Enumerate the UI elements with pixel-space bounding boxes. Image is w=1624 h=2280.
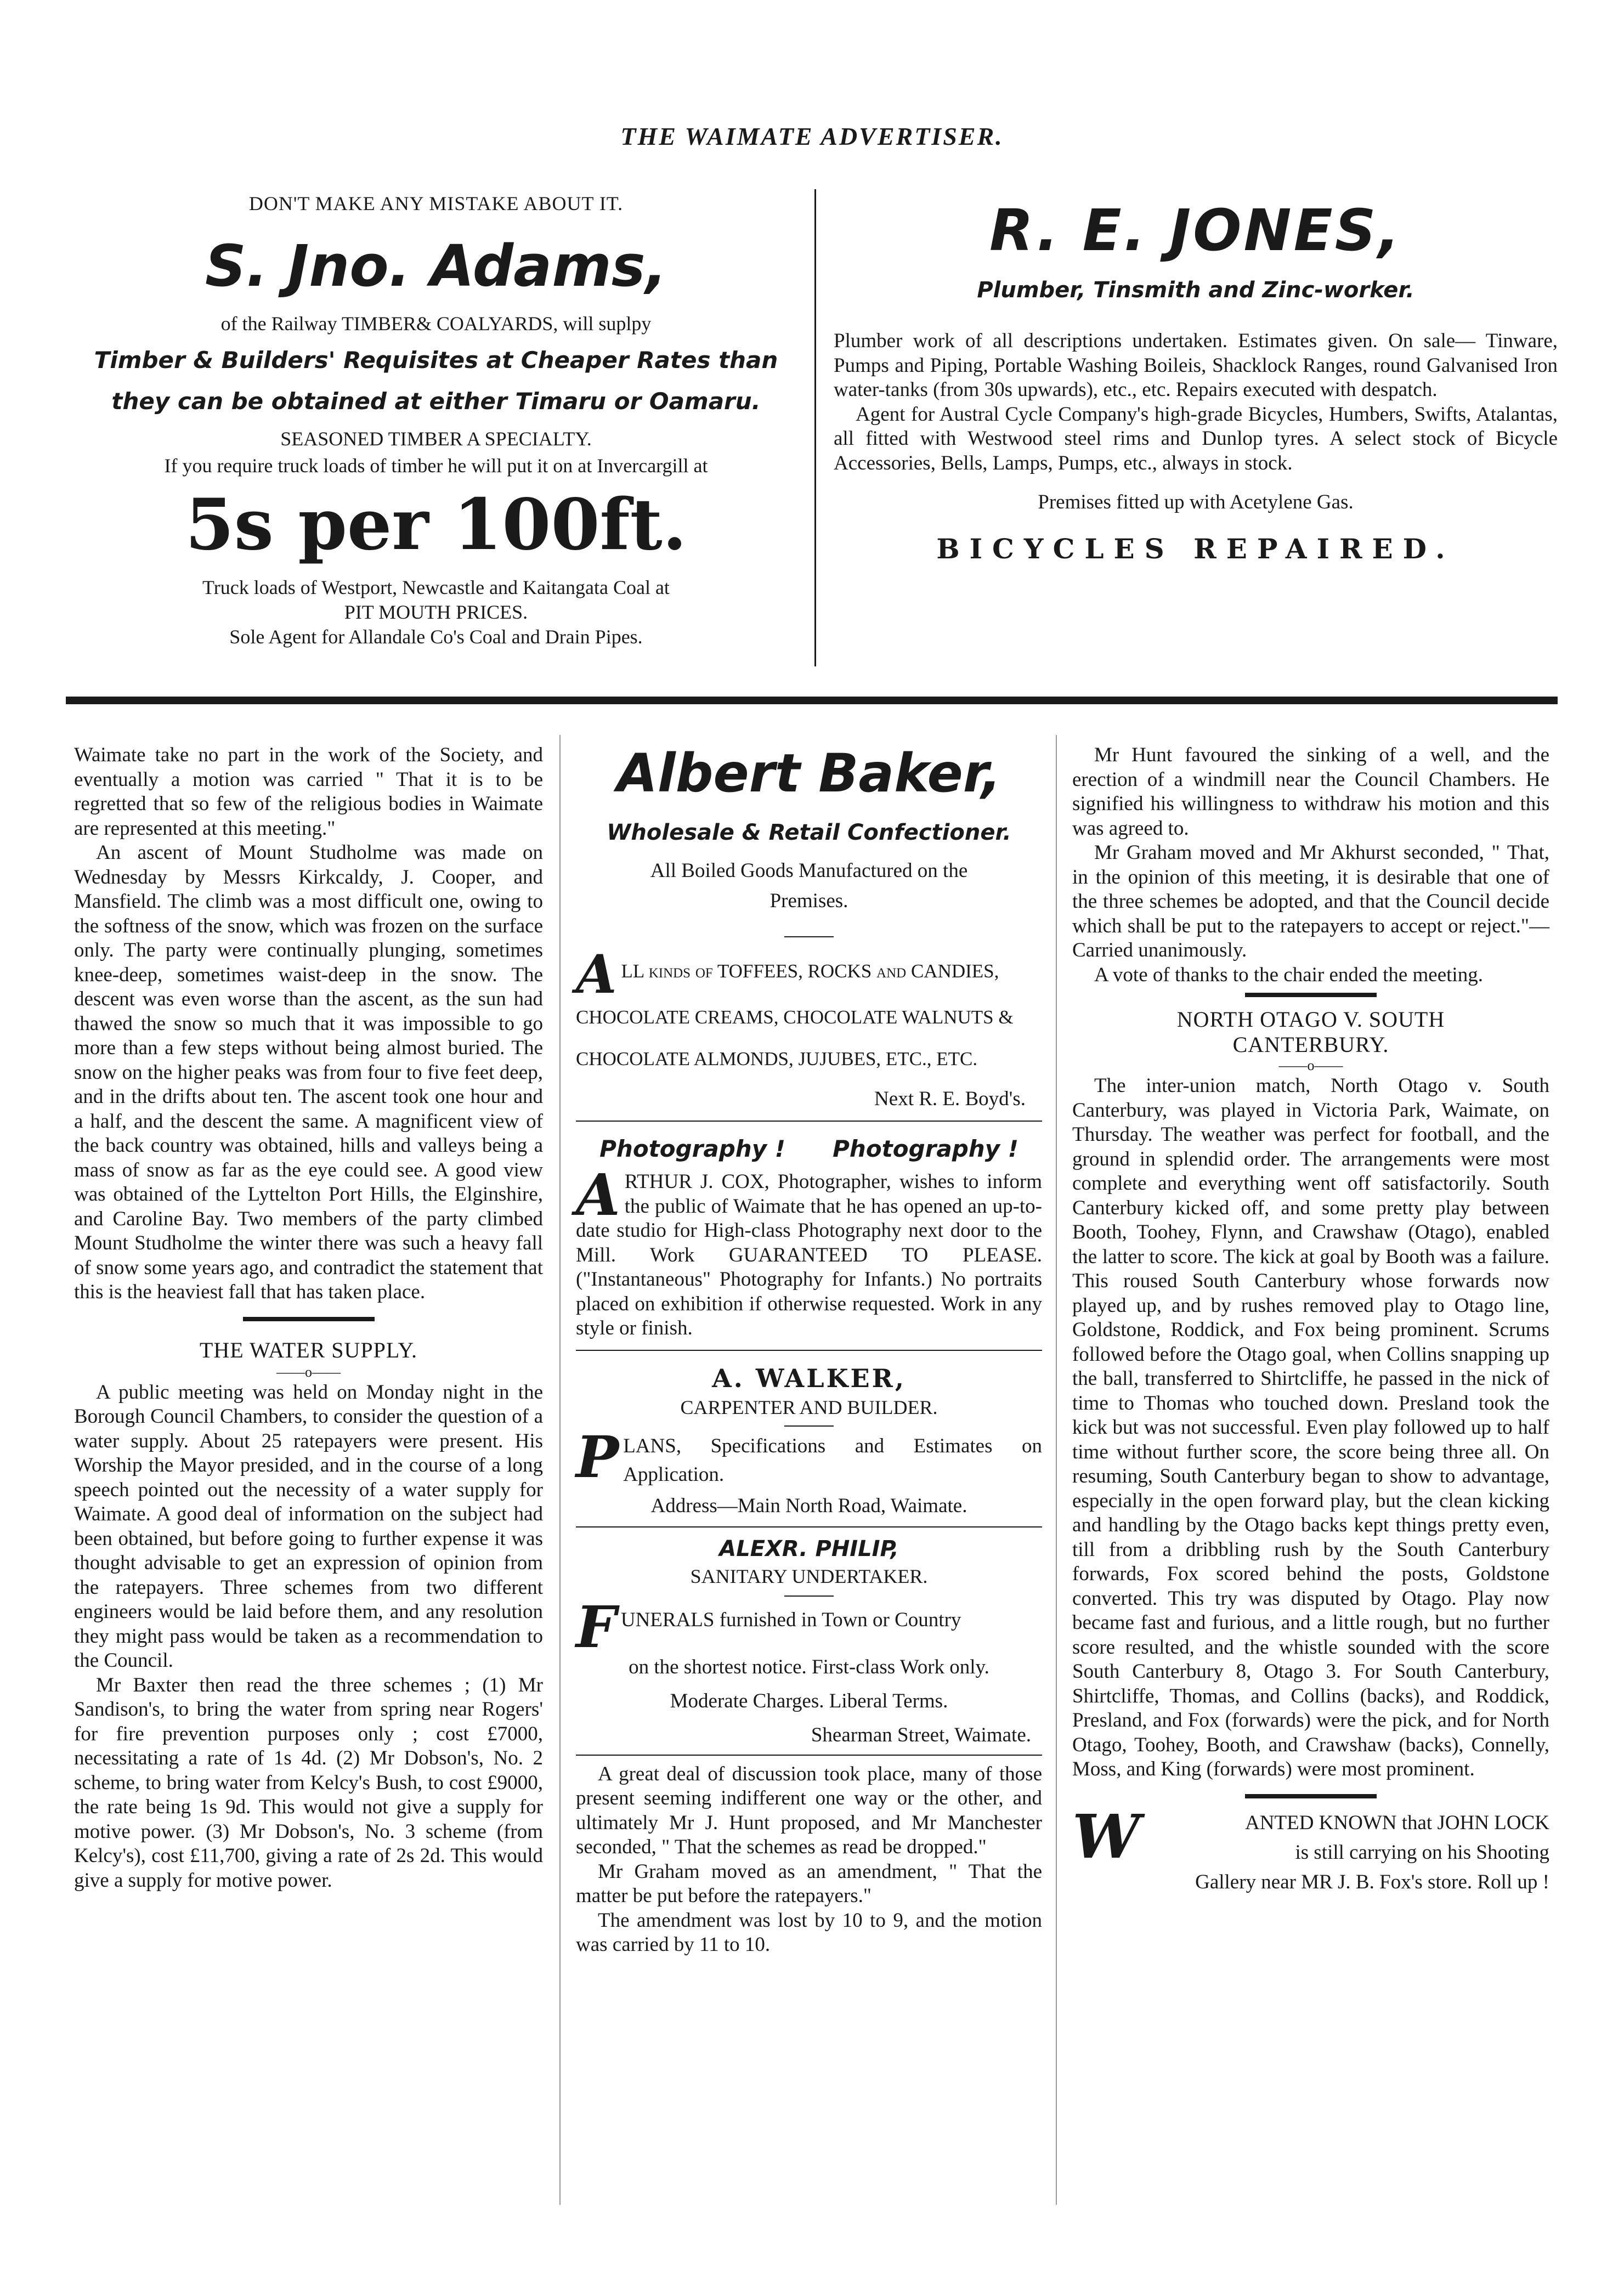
col1-para-1: Waimate take no part in the work of the Society, and eventually a motion was carried " That it is to be regretted that so few of the religious bodies in Waimate are represented at this meeting." — [74, 744, 543, 840]
adams-agent: Sole Agent for Allandale Co's Coal and Drain Pipes. — [229, 626, 643, 648]
baker-dropcap: A — [576, 943, 617, 1005]
col2-news — [576, 1762, 1042, 1957]
adams-price: 5s per 100ft. — [185, 484, 687, 566]
adams-ad — [66, 192, 806, 649]
baker-boiled-1: All Boiled Goods Manufactured on the — [650, 859, 968, 882]
photo-dropcap: A — [576, 1161, 620, 1229]
col3-rule — [1245, 993, 1377, 997]
col3-para-3: A vote of thanks to the chair ended the meeting. — [1094, 963, 1483, 986]
col-divider-2 — [1056, 735, 1057, 2205]
baker-rule — [576, 1121, 1042, 1122]
lock-line-3: Gallery near MR J. B. Fox's store. Roll up ! — [1195, 1870, 1549, 1893]
lock-ad — [1072, 1801, 1549, 1897]
adams-line3: they can be obtained at either Timaru or Oamaru. — [111, 388, 761, 415]
col1-rule — [243, 1317, 375, 1321]
col3-para-4: The inter-union match, North Otago v. South Canterbury, was played in Victoria Park, Waimate, on Thursday. The weather was perfect for football, and the ground in splendid order. The arrangements were most complete and everything went off satisfactorily. South Canterbury kicked off, and some pretty play between Booth, Toohey, Flynn, and Crawshaw (Otago), enabled the latter to score. The kick at goal by Booth was a failure. This roused South Canterbury whose forwards now played up, and by rushes removed play to Otago line, Goldstone, Roddick, and Fox being prominent. Scrums followed before the Otago goal, when Collins snapping up the ball, transferred to Shirtcliffe, he passed in the nick of time to Thomas who touched down. Presland took the kick but was not successful. Even play followed up to half time without further score, the score being three all. On resuming, South Canterbury began to show to advantage, especially in the open forward play, but the clean kicking and handling by the Otago backs kept things pretty even, till from a dribbling rush by the South Canterbury forwards, Fox scored behind the posts, Goldstone converted. This try was disputed by Otago. Play now became fast and furious, and a little rough, but no further score resulted, and the whistle sounded with the score South Canterbury 8, Otago 3. For South Canterbury, Shirtcliffe, Thomas, and Collins (backs), and Roddick, Presland, and Fox (forwards) were the pick, and for North Otago, Toohey, Booth, and Crawshaw (backs), Connelly, Moss, and King (forwards) were most prominent. — [1072, 1074, 1549, 1780]
col1-para-4: Mr Baxter then read the three schemes ; (1) Mr Sandison's, to bring the water from spring near Rogers' for fire prevention purposes only ; cost £7000, necessitating a rate of 1s 4d. (2) Mr Dobson's, No. 2 scheme, to bring water from Kelcy's Bush, to cost £9000, the rate being 1s 9d. This would not give a supply for motive power. (3) Mr Dobson's, No. 3 scheme (from Kelcy's), cost £11,700, giving a rate of 2s 2d. This would give a supply for motive power. — [74, 1673, 543, 1892]
col2-para-1: A great deal of discussion took place, many of those present seeming indifferent one way or the other, and ultimately Mr J. Hunt proposed, and Mr Manchester seconded, " That the schemes as read be dropped." — [576, 1762, 1042, 1858]
adams-coal1: Truck loads of Westport, Newcastle and Kaitangata Coal at — [202, 576, 670, 598]
photo-heading-1: Photography ! — [599, 1135, 785, 1162]
philip-dropcap: F — [576, 1593, 616, 1661]
walker-divider — [784, 1425, 834, 1427]
baker-next: Next R. E. Boyd's. — [874, 1088, 1026, 1110]
masthead: THE WAIMATE ADVERTISER. — [620, 122, 1004, 150]
jones-ad — [834, 192, 1558, 571]
philip-name: ALEXR. PHILIP, — [719, 1536, 899, 1562]
lock-rule — [1245, 1794, 1377, 1798]
philip-body-3: Moderate Charges. Liberal Terms. — [670, 1689, 948, 1712]
column-3 — [1072, 743, 1549, 1897]
philip-body-2: on the shortest notice. First-class Work only. — [629, 1655, 989, 1678]
rugby-heading-1: NORTH OTAGO V. SOUTH — [1176, 1007, 1445, 1032]
walker-rule — [576, 1526, 1042, 1527]
column-1 — [74, 743, 543, 1893]
baker-boiled-2: Premises. — [769, 890, 848, 912]
walker-dropcap: P — [576, 1423, 619, 1491]
jones-body — [834, 329, 1558, 476]
top-rule — [66, 697, 1558, 704]
walker-name: A. WALKER, — [712, 1363, 906, 1393]
col1-para-2: An ascent of Mount Studholme was made on Wednesday by Messrs Kirkcaldy, J. Cooper, and Mansfield. The climb was a most difficult one, owing to the softness of the snow, which was frozen on the surface only. The party were continually plunging, sometimes knee-deep, sometimes waist-deep in the snow. The descent was even worse than the ascent, as the sun had thawed the snow so much that it was impossible to go more than a few steps without being almost buried. The snow on the higher peaks was from four to five feet deep, and in the drifts about ten. The ascent took one hour and a half, and the descent the same. A magnificent view of the back country was obtained, hills and valleys being a mass of snow as far as the eye could see. A good view was obtained of the Lyttelton Port Hills, the Elginshire, and Caroline Bay. Two members of the party climbed Mount Studholme the winter there was such a heavy fall of snow some years ago, and contradict the statement that this is the heaviest fall that has taken place. — [74, 841, 543, 1303]
rugby-ornament: ——o—— — [1278, 1057, 1343, 1073]
col-divider-1 — [559, 735, 561, 2205]
jones-trade: Plumber, Tinsmith and Zinc-worker. — [977, 278, 1414, 303]
adams-specialty: SEASONED TIMBER A SPECIALTY. — [280, 428, 592, 450]
adams-coal2: PIT MOUTH PRICES. — [344, 601, 528, 623]
jones-name: R. E. JONES, — [989, 197, 1402, 264]
baker-choc-1: CHOCOLATE CREAMS, CHOCOLATE WALNUTS & — [576, 1006, 1014, 1028]
philip-trade: SANITARY UNDERTAKER. — [690, 1565, 928, 1587]
jones-body-2: Agent for Austral Cycle Company's high-grade Bicycles, Humbers, Swifts, Atalantas, all fitted with Westwood steel rims and Dunlop tyres. A select stock of Bicycle Accessories, Bells, Lamps, Pumps, etc., always in stock. — [834, 403, 1558, 474]
lock-line-1: ANTED KNOWN that JOHN LOCK — [1245, 1811, 1549, 1834]
baker-kinds: A LL kinds of TOFFEES, ROCKS and CANDIES, — [576, 943, 999, 1005]
adams-truck-line: If you require truck loads of timber he will put it on at Invercargill at — [164, 455, 708, 477]
water-supply-ornament: ——o—— — [276, 1364, 341, 1380]
baker-trade: Wholesale & Retail Confectioner. — [607, 820, 1011, 845]
col1-para-3: A public meeting was held on Monday night in the Borough Council Chambers, to consider the question of a water supply. About 25 ratepayers were present. His Worship the Mayor presided, and in the course of a long speech pointed out the necessity of a water supply for Waimate. A good deal of information on the subject had been obtained, but before going to further expense it was thought advisable to get an expression of opinion from the ratepayers. Three schemes from two different engineers would be laid before them, and any resolution they might pass would be taken as a recommendation to the Council. — [74, 1381, 543, 1672]
walker-body: PLANS, Specifications and Estimates on Application. — [576, 1423, 1042, 1491]
adams-line2: Timber & Builders' Requisites at Cheaper Rates than — [94, 347, 778, 374]
water-supply-heading: THE WATER SUPPLY. — [199, 1337, 418, 1362]
adams-line1: of the Railway TIMBER& COALYARDS, will suplpy — [220, 313, 652, 335]
rugby-heading-2: CANTERBURY. — [1232, 1032, 1389, 1057]
col3-para-2: Mr Graham moved and Mr Akhurst seconded, " That, in the opinion of this meeting, it is desirable that one of the three schemes be adopted, and that the Council decide which shall be put to the ratepayers to accept or reject."—Carried unanimously. — [1072, 841, 1549, 961]
lock-dropcap: W — [1072, 1801, 1140, 1872]
col2-para-2: Mr Graham moved as an amendment, " That the matter be put before the ratepayers." — [576, 1860, 1042, 1907]
philip-divider — [784, 1596, 834, 1597]
walker-address: Address—Main North Road, Waimate. — [650, 1494, 967, 1517]
philip-body-1: FUNERALS furnished in Town or Country — [576, 1593, 961, 1661]
baker-divider — [784, 936, 834, 937]
walker-trade: CARPENTER AND BUILDER. — [680, 1396, 938, 1418]
jones-bicycles: BICYCLES REPAIRED. — [936, 533, 1455, 565]
photo-heading-2: Photography ! — [833, 1135, 1018, 1162]
philip-rule — [576, 1755, 1042, 1756]
photo-rule — [576, 1350, 1042, 1351]
column-2 — [576, 738, 1042, 1957]
adams-tagline: DON'T MAKE ANY MISTAKE ABOUT IT. — [248, 193, 624, 214]
col3-para-1: Mr Hunt favoured the sinking of a well, and the erection of a windmill near the Council Chambers. He signified his willingness to withdraw his motion and this was agreed to. — [1072, 744, 1549, 840]
jones-body-1: Plumber work of all descriptions undertaken. Estimates given. On sale— Tinware, Pumps and Piping, Portable Washing Boileis, Shacklock Ranges, round Galvanised Iron water-tanks (from 30s upwards), etc., etc. Repairs executed with despatch. — [834, 330, 1558, 401]
baker-choc-2: CHOCOLATE ALMONDS, JUJUBES, ETC., ETC. — [576, 1048, 978, 1070]
lock-line-2: is still carrying on his Shooting — [1295, 1841, 1549, 1864]
col2-para-3: The amendment was lost by 10 to 9, and the motion was carried by 11 to 10. — [576, 1909, 1042, 1956]
jones-gas: Premises fitted up with Acetylene Gas. — [1038, 491, 1354, 513]
adams-name: S. Jno. Adams, — [205, 233, 667, 299]
photo-heading — [576, 1134, 1042, 1164]
photo-body: ARTHUR J. COX, Photographer, wishes to inform the public of Waimate that he has opened an up-to-date studio for High-class Photography next door to the Mill. Work GUARANTEED TO PLEASE. ("Instantaneous" Photography for Infants.) No portraits placed on exhibition if otherwise requested. Work in any style or finish. — [576, 1161, 1042, 1339]
philip-address: Shearman Street, Waimate. — [811, 1723, 1031, 1746]
top-ads-divider — [814, 189, 816, 666]
baker-name: Albert Baker, — [616, 743, 1001, 804]
